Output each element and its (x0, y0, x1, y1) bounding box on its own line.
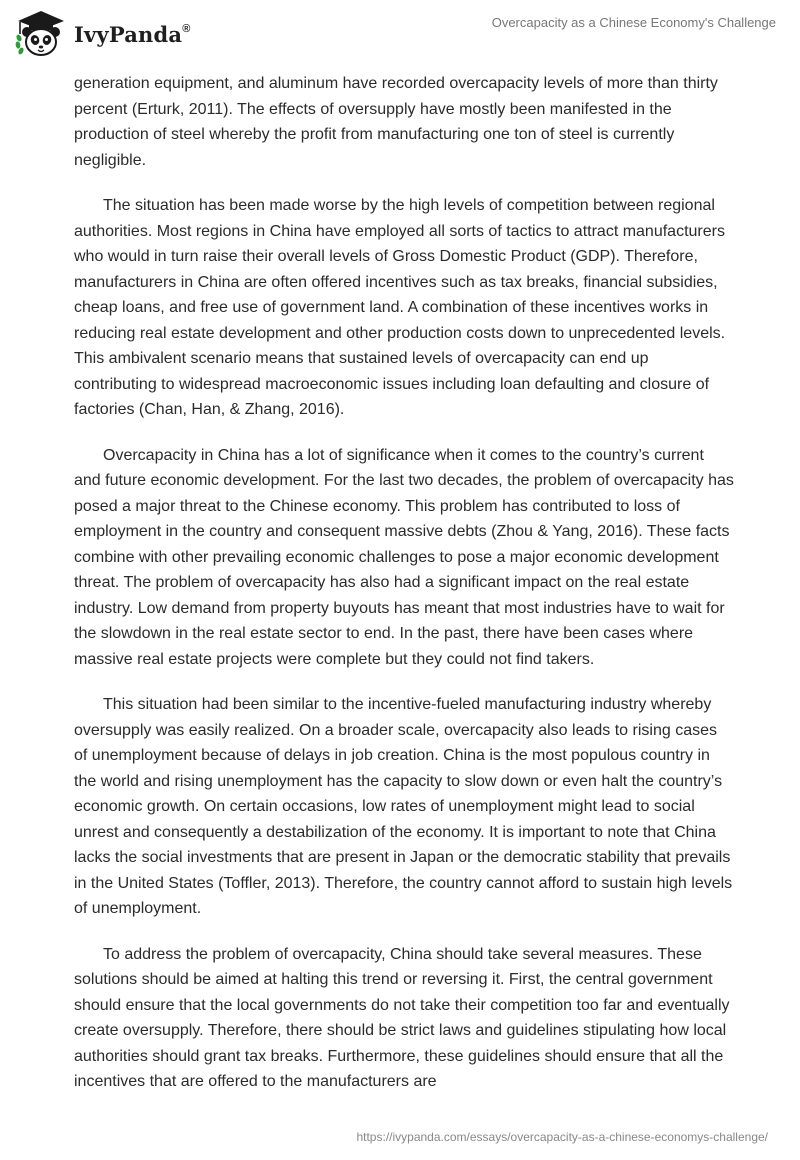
paragraph-3: Overcapacity in China has a lot of significance when it comes to the country’s current and future economic development. For the last two decades, the problem of overcapacity has posed a major threat to the Chinese economy. This problem has contributed to loss of employment in the country and consequent massive debts (Zhou & Yang, 2016). These facts combine with other prevailing economic challenges to pose a major economic development threat. The problem of overcapacity has also had a significant impact on the real estate industry. Low demand from property buyouts has meant that most industries have to wait for the slowdown in the real estate sector to end. In the past, there have been cases where massive real estate projects were complete but they could not find takers. (74, 446, 734, 668)
footer-url-link[interactable]: https://ivypanda.com/essays/overcapacity-as-a-chinese-economys-challenge/ (356, 1130, 768, 1144)
paragraph-2: The situation has been made worse by the high levels of competition between regional authorities. Most regions in China have employed all sorts of tactics to attract manufacturers who would in turn raise their overall levels of Gross Domestic Product (GDP). Therefore, manufacturers in China are often offered incentives such as tax breaks, financial subsidies, cheap loans, and free use of government land. A combination of these incentives works in reducing real estate development and other production costs down to unprecedented levels. This ambivalent scenario means that sustained levels of overcapacity can end up contributing to widespread macroeconomic issues including loan defaulting and closure of factories (Chan, Han, & Zhang, 2016). (74, 197, 726, 418)
document-title: Overcapacity as a Chinese Economy's Challenge (491, 15, 776, 30)
logo-text: IvyPanda® (74, 21, 191, 47)
registered-mark: ® (182, 22, 191, 35)
paragraph-5: To address the problem of overcapacity, China should take several measures. These solutions should be aimed at halting this trend or reversing it. First, the central government should ensure that the local governments do not take their competition too far and eventually create oversupply. Therefore, there should be strict laws and guidelines stipulating how local authorities should grant tax breaks. Furthermore, these guidelines should ensure that all the incentives that are offered to the manufacturers are (74, 945, 730, 1090)
page-header (0, 0, 800, 70)
site-logo[interactable] (14, 8, 191, 58)
paragraph-4: This situation had been similar to the incentive-fueled manufacturing industry whereby oversupply was easily realized. On a broader scale, overcapacity also leads to rising cases of unemployment because of delays in job creation. China is the most populous country in the world and rising unemployment has the capacity to slow down or even halt the country’s economic growth. On certain occasions, low rates of unemployment might lead to social unrest and consequently a destabilization of the economy. It is important to note that China lacks the social investments that are present in Japan or the democratic stability that prevails in the United States (Toffler, 2013). Therefore, the country cannot afford to sustain high levels of unemployment. (74, 696, 733, 917)
essay-body (74, 71, 734, 1115)
panda-graduation-cap-icon (14, 8, 68, 58)
paragraph-1: generation equipment, and aluminum have recorded overcapacity levels of more than thirty percent (Erturk, 2011). The effects of oversupply have mostly been manifested in the production of steel whereby the profit from manufacturing one ton of steel is currently negligible. (74, 75, 718, 169)
